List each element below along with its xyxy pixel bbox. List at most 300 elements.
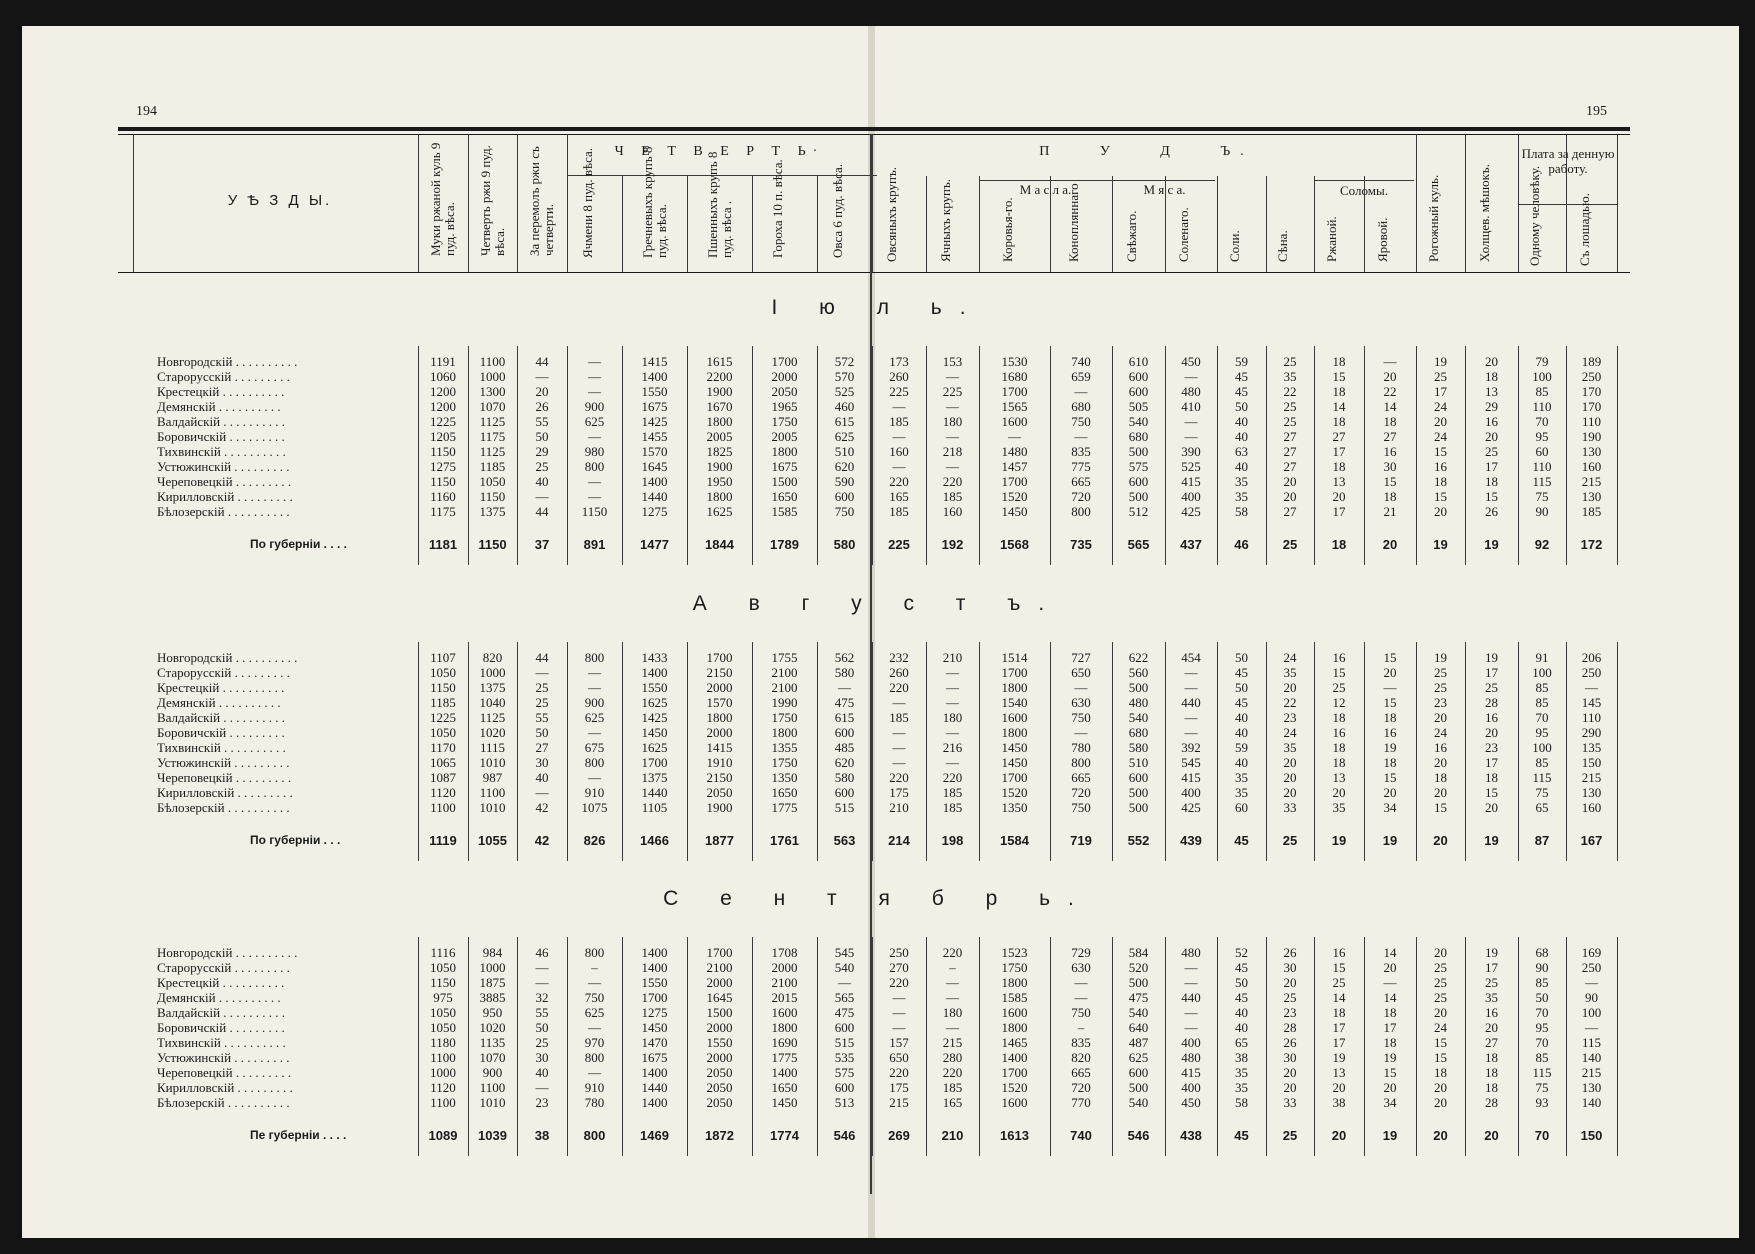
table-row [0, 680, 1755, 695]
cell-value: — [1585, 975, 1598, 990]
cell-value: 91 [1535, 650, 1549, 665]
cell-value: 500 [1128, 444, 1149, 459]
cell-value: 2005 [706, 429, 733, 444]
total-value: 1150 [478, 537, 507, 552]
cell-value: 165 [942, 1095, 963, 1110]
cell-value: 2100 [771, 680, 798, 695]
cell-value: 1225 [430, 414, 456, 429]
cell-value: 185 [889, 414, 909, 429]
cell-value: 25 [1434, 960, 1447, 975]
cell-value: — [1184, 725, 1198, 740]
cell-value: 545 [1181, 755, 1201, 770]
total-value: 87 [1534, 833, 1550, 848]
cell-value: 1700 [706, 945, 733, 960]
cell-value: 1800 [1001, 975, 1028, 990]
cell-value: 68 [1535, 945, 1549, 960]
cell-value: 600 [834, 725, 855, 740]
cell-value: 22 [1283, 384, 1297, 399]
cell-value: 1375 [641, 770, 668, 785]
cell-value: 980 [584, 444, 605, 459]
cell-value: 20 [1283, 474, 1297, 489]
cell-value: 1650 [771, 489, 798, 504]
cell-value: 185 [942, 1080, 963, 1095]
cell-value: 2000 [706, 975, 733, 990]
total-row [0, 833, 1755, 848]
cell-value: 1775 [771, 800, 798, 815]
uezd-name: Демянскій . . . . . . . . . . [157, 695, 281, 710]
cell-value: 25 [1434, 990, 1447, 1005]
cell-value: 1570 [706, 695, 733, 710]
total-value: 269 [888, 1128, 910, 1143]
cell-value: 600 [1128, 770, 1149, 785]
cell-value: 15 [1434, 1035, 1447, 1050]
cell-value: 30 [535, 755, 549, 770]
cell-value: — [838, 680, 851, 695]
cell-value: 220 [889, 770, 909, 785]
header-col-13: Соленаго. [1176, 207, 1191, 262]
cell-value: 25 [535, 459, 549, 474]
cell-value: 145 [1581, 695, 1602, 710]
cell-value: 52 [1235, 945, 1248, 960]
cell-value: 1650 [771, 1080, 798, 1095]
cell-value: 20 [1485, 429, 1498, 444]
cell-value: 20 [1283, 770, 1297, 785]
cell-value: 750 [1071, 800, 1091, 815]
cell-value: 18 [1332, 384, 1346, 399]
cell-value: 1523 [1001, 945, 1028, 960]
cell-value: 38 [1235, 1050, 1248, 1065]
cell-value: 540 [1128, 710, 1149, 725]
cell-value: 210 [942, 650, 963, 665]
cell-value: 260 [889, 369, 909, 384]
cell-value: 1700 [706, 650, 733, 665]
cell-value: 115 [1532, 770, 1552, 785]
cell-value: 750 [1071, 710, 1091, 725]
cell-value: 25 [535, 695, 549, 710]
cell-value: 1500 [706, 1005, 733, 1020]
cell-value: 85 [1535, 975, 1549, 990]
cell-value: 20 [1283, 680, 1297, 695]
cell-value: 1800 [1001, 680, 1028, 695]
cell-value: 18 [1332, 354, 1346, 369]
cell-value: 13 [1332, 1065, 1346, 1080]
cell-value: — [535, 960, 549, 975]
cell-value: 20 [535, 384, 549, 399]
uezd-name: Новгородскій . . . . . . . . . . [157, 650, 298, 665]
cell-value: 22 [1283, 695, 1297, 710]
cell-value: – [1077, 1020, 1085, 1035]
cell-value: 1100 [479, 1080, 506, 1095]
cell-value: 50 [535, 725, 549, 740]
column-rule [468, 134, 469, 272]
cell-value: 14 [1383, 945, 1397, 960]
cell-value: — [588, 384, 601, 399]
total-value: 25 [1282, 537, 1298, 552]
cell-value: 17 [1485, 459, 1498, 474]
uezd-name: Крестецкій . . . . . . . . . . [157, 975, 285, 990]
cell-value: 25 [1485, 444, 1498, 459]
cell-value: — [1074, 384, 1088, 399]
cell-value: 1450 [641, 1020, 668, 1035]
uezd-name: Устюжинскій . . . . . . . . . [157, 459, 290, 474]
cell-value: 93 [1535, 1095, 1549, 1110]
cell-value: 19 [1485, 650, 1498, 665]
cell-value: 1450 [1001, 755, 1028, 770]
cell-value: 20 [1383, 785, 1397, 800]
cell-value: — [946, 990, 959, 1005]
cell-value: 392 [1181, 740, 1201, 755]
cell-value: — [1383, 975, 1397, 990]
cell-value: 24 [1434, 1020, 1447, 1035]
cell-value: 727 [1071, 650, 1091, 665]
cell-value: 35 [1283, 665, 1297, 680]
cell-value: — [946, 725, 959, 740]
cell-value: 50 [1235, 650, 1248, 665]
cell-value: 18 [1332, 710, 1346, 725]
cell-value: 500 [1128, 800, 1149, 815]
cell-value: 800 [1071, 755, 1091, 770]
cell-value: 26 [1283, 1035, 1297, 1050]
cell-value: — [892, 429, 906, 444]
cell-value: 21 [1383, 504, 1397, 519]
cell-value: 630 [1071, 960, 1091, 975]
table-row [0, 384, 1755, 399]
cell-value: 18 [1332, 459, 1346, 474]
cell-value: 1150 [430, 444, 456, 459]
cell-value: 153 [942, 354, 963, 369]
cell-value: 480 [1181, 1050, 1201, 1065]
cell-value: — [946, 399, 959, 414]
cell-value: 615 [834, 710, 855, 725]
cell-value: 1625 [706, 504, 733, 519]
cell-value: 1400 [641, 945, 668, 960]
cell-value: 50 [1535, 990, 1549, 1005]
cell-value: 85 [1535, 384, 1549, 399]
total-value: 19 [1331, 833, 1347, 848]
cell-value: 400 [1181, 489, 1201, 504]
uezd-name: Кирилловскій . . . . . . . . . [157, 785, 293, 800]
cell-value: — [946, 975, 959, 990]
cell-value: 1107 [430, 650, 456, 665]
cell-value: 24 [1283, 725, 1297, 740]
cell-value: — [1585, 1020, 1598, 1035]
total-value: 46 [1234, 537, 1249, 552]
uezd-name: Череповецкій . . . . . . . . . [157, 1065, 292, 1080]
cell-value: 27 [1283, 429, 1297, 444]
month-title: С е н т я б р ь. [663, 887, 1092, 910]
cell-value: 1800 [771, 725, 798, 740]
total-value: 1466 [640, 833, 669, 848]
cell-value: 1625 [641, 695, 668, 710]
cell-value: 835 [1071, 444, 1091, 459]
cell-value: 1520 [1001, 785, 1028, 800]
cell-value: 20 [1332, 785, 1346, 800]
table-row [0, 354, 1755, 369]
cell-value: 16 [1485, 1005, 1498, 1020]
cell-value: 17 [1332, 1035, 1346, 1050]
table-row [0, 650, 1755, 665]
cell-value: 560 [1128, 665, 1149, 680]
header-bottom-rule [118, 272, 1630, 273]
cell-value: 1680 [1001, 369, 1028, 384]
cell-value: 750 [1071, 1005, 1091, 1020]
cell-value: 1400 [641, 474, 668, 489]
table-row [0, 725, 1755, 740]
cell-value: 14 [1332, 399, 1346, 414]
cell-value: 440 [1181, 990, 1201, 1005]
cell-value: 18 [1383, 1005, 1397, 1020]
cell-value: 19 [1383, 1050, 1397, 1065]
cell-value: 515 [834, 800, 855, 815]
cell-value: – [949, 960, 956, 975]
cell-value: 1700 [1001, 384, 1028, 399]
cell-value: 2050 [706, 1065, 733, 1080]
cell-value: 35 [1283, 740, 1297, 755]
cell-value: 515 [834, 1035, 855, 1050]
cell-value: 600 [834, 1080, 855, 1095]
cell-value: — [588, 489, 601, 504]
cell-value: 29 [535, 444, 549, 459]
cell-value: 60 [1235, 800, 1248, 815]
header-uezd: У Ѣ З Д Ы. [227, 192, 333, 209]
cell-value: 600 [1128, 369, 1149, 384]
cell-value: 1450 [771, 1095, 798, 1110]
total-row [0, 537, 1755, 552]
cell-value: 14 [1383, 990, 1397, 1005]
cell-value: 169 [1581, 945, 1602, 960]
cell-value: 1135 [479, 1035, 506, 1050]
cell-value: 18 [1485, 474, 1498, 489]
cell-value: 173 [889, 354, 909, 369]
cell-value: 40 [1235, 725, 1248, 740]
cell-value: 1540 [1001, 695, 1028, 710]
cell-value: 15 [1383, 695, 1397, 710]
cell-value: 1570 [641, 444, 668, 459]
cell-value: 1700 [1001, 665, 1028, 680]
cell-value: 1180 [430, 1035, 456, 1050]
cell-value: — [1184, 414, 1198, 429]
cell-value: 18 [1332, 414, 1346, 429]
cell-value: 1433 [641, 650, 668, 665]
cell-value: 640 [1128, 1020, 1149, 1035]
cell-value: 27 [1283, 444, 1297, 459]
total-value: 580 [833, 537, 856, 552]
total-value: 225 [888, 537, 910, 552]
total-value: 546 [833, 1128, 856, 1143]
cell-value: 60 [1535, 444, 1549, 459]
cell-value: 2000 [706, 725, 733, 740]
cell-value: 1550 [641, 975, 668, 990]
cell-value: 185 [889, 710, 909, 725]
header-col-18: Рогожный куль. [1425, 174, 1441, 262]
table-row [0, 740, 1755, 755]
cell-value: 130 [1581, 785, 1602, 800]
left-border [133, 134, 134, 272]
cell-value: 34 [1383, 800, 1397, 815]
cell-value: 1010 [479, 800, 506, 815]
cell-value: 185 [942, 489, 963, 504]
cell-value: 480 [1181, 945, 1201, 960]
cell-value: 35 [1235, 1065, 1248, 1080]
total-value: 19 [1382, 833, 1398, 848]
cell-value: 400 [1181, 785, 1201, 800]
cell-value: 23 [1434, 695, 1447, 710]
cell-value: 1700 [641, 990, 668, 1005]
cell-value: — [946, 755, 959, 770]
cell-value: 1400 [641, 1065, 668, 1080]
cell-value: 70 [1535, 710, 1549, 725]
uezd-name: Демянскій . . . . . . . . . . [157, 399, 281, 414]
cell-value: 1185 [430, 695, 456, 710]
cell-value: 525 [834, 384, 855, 399]
uezd-name: Череповецкій . . . . . . . . . [157, 770, 292, 785]
cell-value: 215 [1581, 770, 1602, 785]
cell-value: — [535, 665, 549, 680]
cell-value: 575 [1128, 459, 1149, 474]
cell-value: 85 [1535, 755, 1549, 770]
cell-value: 1440 [641, 785, 668, 800]
cell-value: 59 [1235, 740, 1248, 755]
cell-value: 12 [1332, 695, 1346, 710]
header-col-2: За перемолъ ржи съ четверти. [527, 146, 556, 256]
total-value: 20 [1331, 1128, 1347, 1143]
cell-value: 26 [1485, 504, 1498, 519]
total-value: 42 [534, 833, 550, 848]
cell-value: 1040 [479, 695, 506, 710]
table-row [0, 755, 1755, 770]
total-value: 1477 [640, 537, 669, 552]
cell-value: 44 [535, 504, 549, 519]
column-rule [622, 176, 623, 272]
cell-value: 1750 [1001, 960, 1028, 975]
header-col-19: Холщев. мѣшокъ. [1476, 164, 1492, 262]
cell-value: 180 [942, 710, 963, 725]
uezd-name: Крестецкій . . . . . . . . . . [157, 680, 285, 695]
cell-value: 1150 [479, 489, 506, 504]
cell-value: 2000 [771, 369, 798, 384]
cell-value: 1800 [706, 414, 733, 429]
cell-value: 475 [1128, 990, 1149, 1005]
cell-value: 1800 [706, 489, 733, 504]
cell-value: 1115 [479, 740, 506, 755]
cell-value: 622 [1128, 650, 1149, 665]
cell-value: 20 [1283, 785, 1297, 800]
cell-value: 1800 [706, 710, 733, 725]
cell-value: 115 [1532, 1065, 1552, 1080]
cell-value: 18 [1332, 740, 1346, 755]
cell-value: 220 [942, 474, 963, 489]
cell-value: 225 [942, 384, 963, 399]
uezd-name: Череповецкій . . . . . . . . . [157, 474, 292, 489]
total-value: 552 [1127, 833, 1150, 848]
table-row [0, 369, 1755, 384]
cell-value: 220 [942, 1065, 963, 1080]
cell-value: 1645 [706, 990, 733, 1005]
cell-value: 189 [1581, 354, 1602, 369]
cell-value: 16 [1332, 945, 1346, 960]
cell-value: 1050 [430, 665, 456, 680]
cell-value: 1775 [771, 1050, 798, 1065]
cell-value: 1125 [479, 710, 506, 725]
cell-value: 720 [1071, 489, 1091, 504]
cell-value: 1800 [1001, 1020, 1028, 1035]
cell-value: 216 [942, 740, 963, 755]
cell-value: 15 [1434, 800, 1447, 815]
cell-value: 1565 [1001, 399, 1028, 414]
total-value: 45 [1234, 833, 1249, 848]
total-value: 25 [1282, 1128, 1298, 1143]
total-value: 150 [1580, 1128, 1603, 1143]
cell-value: 1690 [771, 1035, 798, 1050]
cell-value: — [1184, 429, 1198, 444]
cell-value: 15 [1485, 489, 1498, 504]
cell-value: 1450 [1001, 740, 1028, 755]
cell-value: 680 [1128, 429, 1149, 444]
cell-value: — [1074, 975, 1088, 990]
cell-value: 185 [889, 504, 909, 519]
cell-value: 20 [1283, 489, 1297, 504]
page-number-left: 194 [136, 104, 157, 119]
cell-value: 425 [1181, 800, 1201, 815]
cell-value: 220 [889, 1065, 909, 1080]
cell-value: 1191 [430, 354, 456, 369]
uezd-name: Старорусскій . . . . . . . . . [157, 960, 290, 975]
cell-value: 100 [1532, 665, 1552, 680]
cell-value: 1205 [430, 429, 456, 444]
cell-value: 25 [1434, 369, 1447, 384]
cell-value: 38 [1332, 1095, 1346, 1110]
cell-value: 15 [1332, 665, 1346, 680]
cell-value: — [946, 429, 959, 444]
cell-value: 50 [1235, 399, 1248, 414]
column-rule [517, 134, 518, 272]
cell-value: 1514 [1001, 650, 1028, 665]
uezd-name: Устюжинскій . . . . . . . . . [157, 1050, 290, 1065]
cell-value: 40 [1235, 710, 1248, 725]
cell-value: 35 [1235, 770, 1248, 785]
cell-value: — [946, 369, 959, 384]
cell-value: 1400 [1001, 1050, 1028, 1065]
cell-value: 987 [482, 770, 503, 785]
total-label: По губерніи . . . [250, 833, 341, 847]
cell-value: — [1383, 354, 1397, 369]
cell-value: 45 [1235, 695, 1248, 710]
cell-value: 20 [1283, 1080, 1297, 1095]
table-row [0, 960, 1755, 975]
cell-value: 1875 [479, 975, 506, 990]
cell-value: 24 [1434, 399, 1447, 414]
cell-value: 20 [1434, 945, 1447, 960]
cell-value: 20 [1434, 1080, 1447, 1095]
cell-value: 500 [1128, 680, 1149, 695]
column-rule [1416, 134, 1417, 272]
cell-value: 44 [535, 354, 549, 369]
cell-value: 20 [1383, 960, 1397, 975]
cell-value: 22 [1383, 384, 1397, 399]
cell-value: 180 [942, 414, 963, 429]
cell-value: 17 [1485, 960, 1498, 975]
cell-value: 500 [1128, 489, 1149, 504]
cell-value: 750 [584, 990, 605, 1005]
cell-value: 25 [1283, 414, 1297, 429]
cell-value: 35 [1283, 369, 1297, 384]
cell-value: 475 [834, 695, 855, 710]
uezd-name: Валдайскій . . . . . . . . . . [157, 1005, 286, 1020]
cell-value: — [588, 975, 601, 990]
cell-value: 50 [1235, 680, 1248, 695]
cell-value: 1400 [771, 1065, 798, 1080]
cell-value: 800 [584, 1050, 605, 1065]
